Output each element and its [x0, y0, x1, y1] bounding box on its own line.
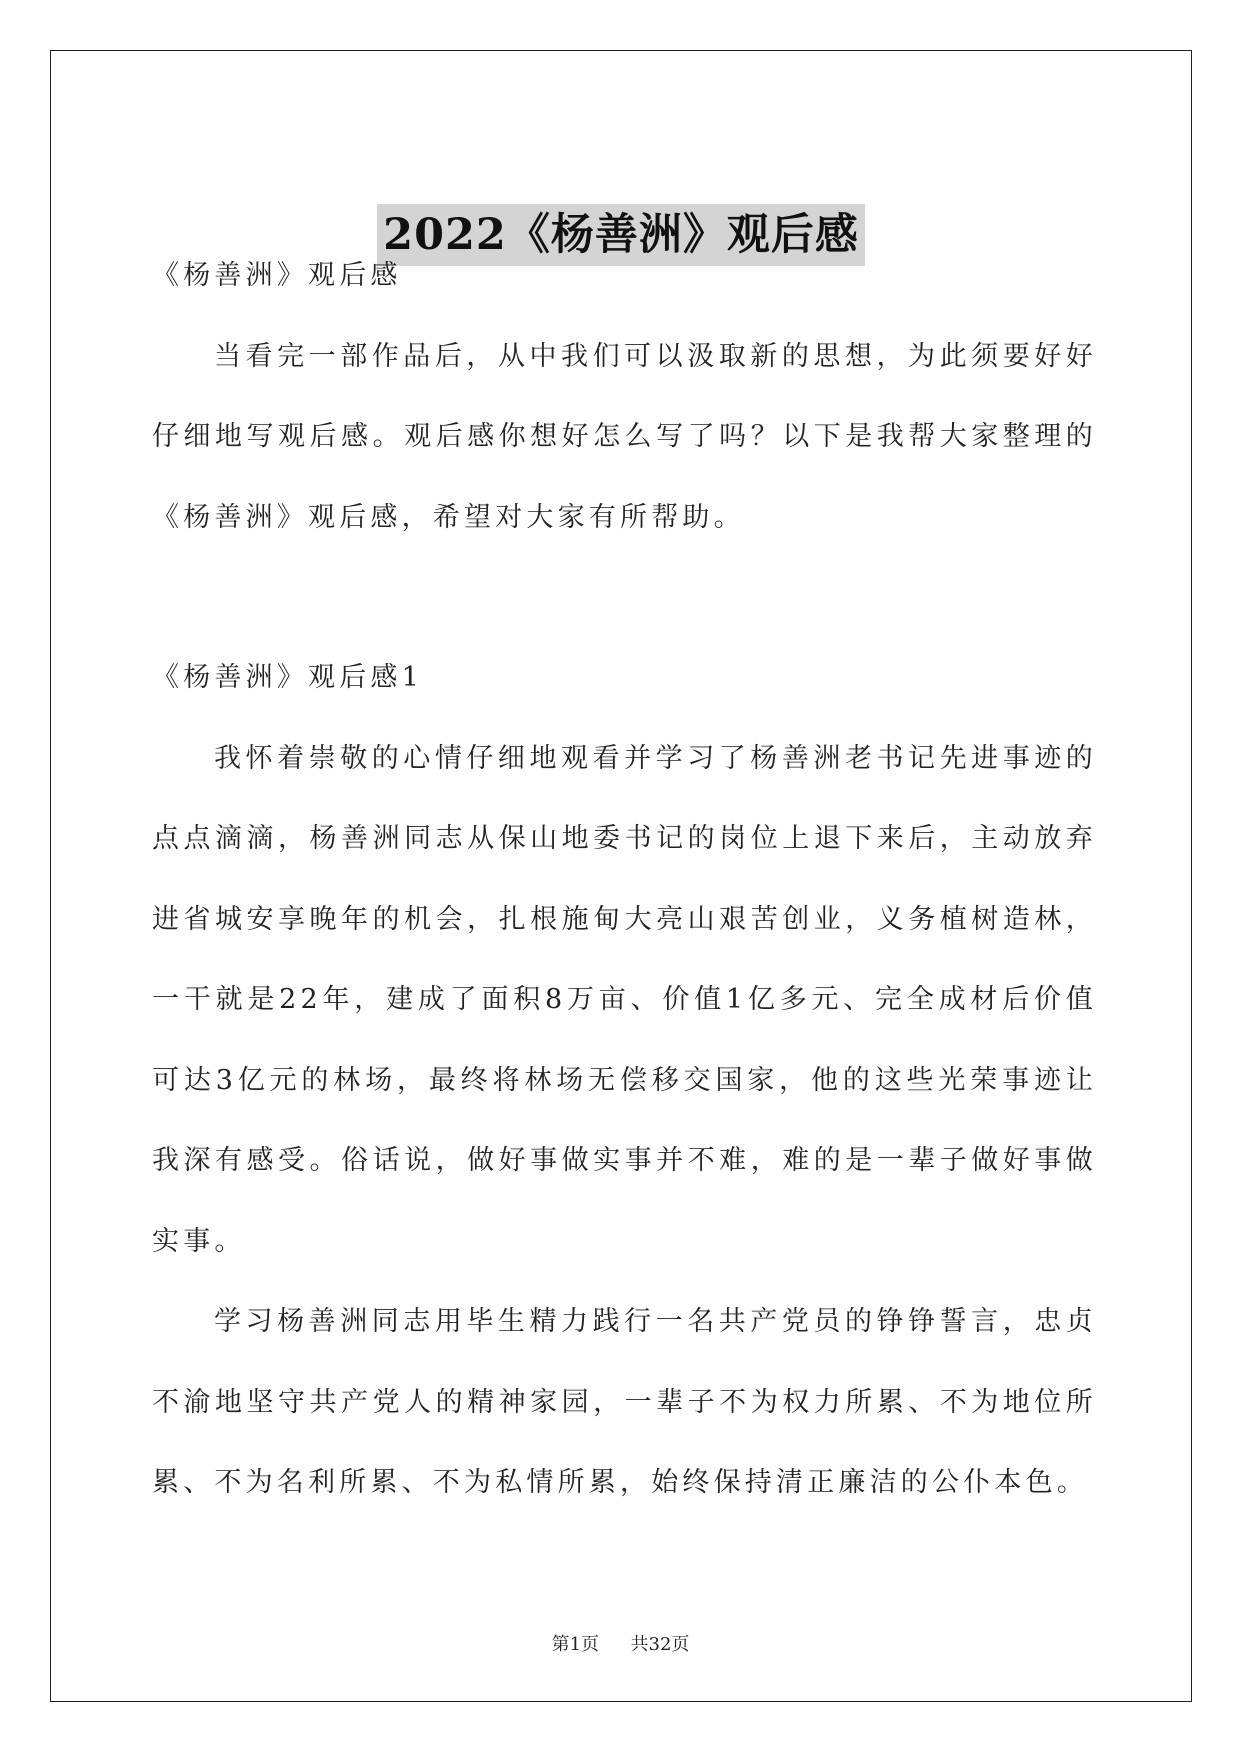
- document-title: 2022《杨善洲》观后感: [377, 204, 865, 266]
- document-body: [152, 236, 1097, 1524]
- paragraph-2: 学习杨善洲同志用毕生精力践行一名共产党员的铮铮誓言，忠贞不渝地坚守共产党人的精神家园，一辈子不为权力所累、不为地位所累、不为名利所累、不为私情所累，始终保持清正廉洁的公仆本色。: [152, 1306, 1097, 1498]
- page-total: 共32页: [630, 1634, 690, 1655]
- section-heading-intro: 《杨善洲》观后感: [152, 260, 402, 291]
- paragraph-1: 我怀着崇敬的心情仔细地观看并学习了杨善洲老书记先进事迹的点点滴滴，杨善洲同志从保山地委书记的岗位上退下来后，主动放弃进省城安享晚年的机会，扎根施甸大亮山艰苦创业，义务植树造林，一干就是22年，建成了面积8万亩、价值1亿多元、完全成材后价值可达3亿元的林场，最终将林场无偿移交国家，他的这些光荣事迹让我深有感受。俗话说，做好事做实事并不难，难的是一辈子做好事做实事。: [152, 742, 1097, 1257]
- page-footer: [0, 1630, 1241, 1656]
- paragraph-intro: 当看完一部作品后，从中我们可以汲取新的思想，为此须要好好仔细地写观后感。观后感你想好怎么写了吗？以下是我帮大家整理的《杨善洲》观后感，希望对大家有所帮助。: [152, 340, 1097, 533]
- section-heading-1: 《杨善洲》观后感1: [152, 662, 423, 693]
- paragraph-gap: [152, 558, 1097, 638]
- page-number: 第1页: [551, 1634, 600, 1655]
